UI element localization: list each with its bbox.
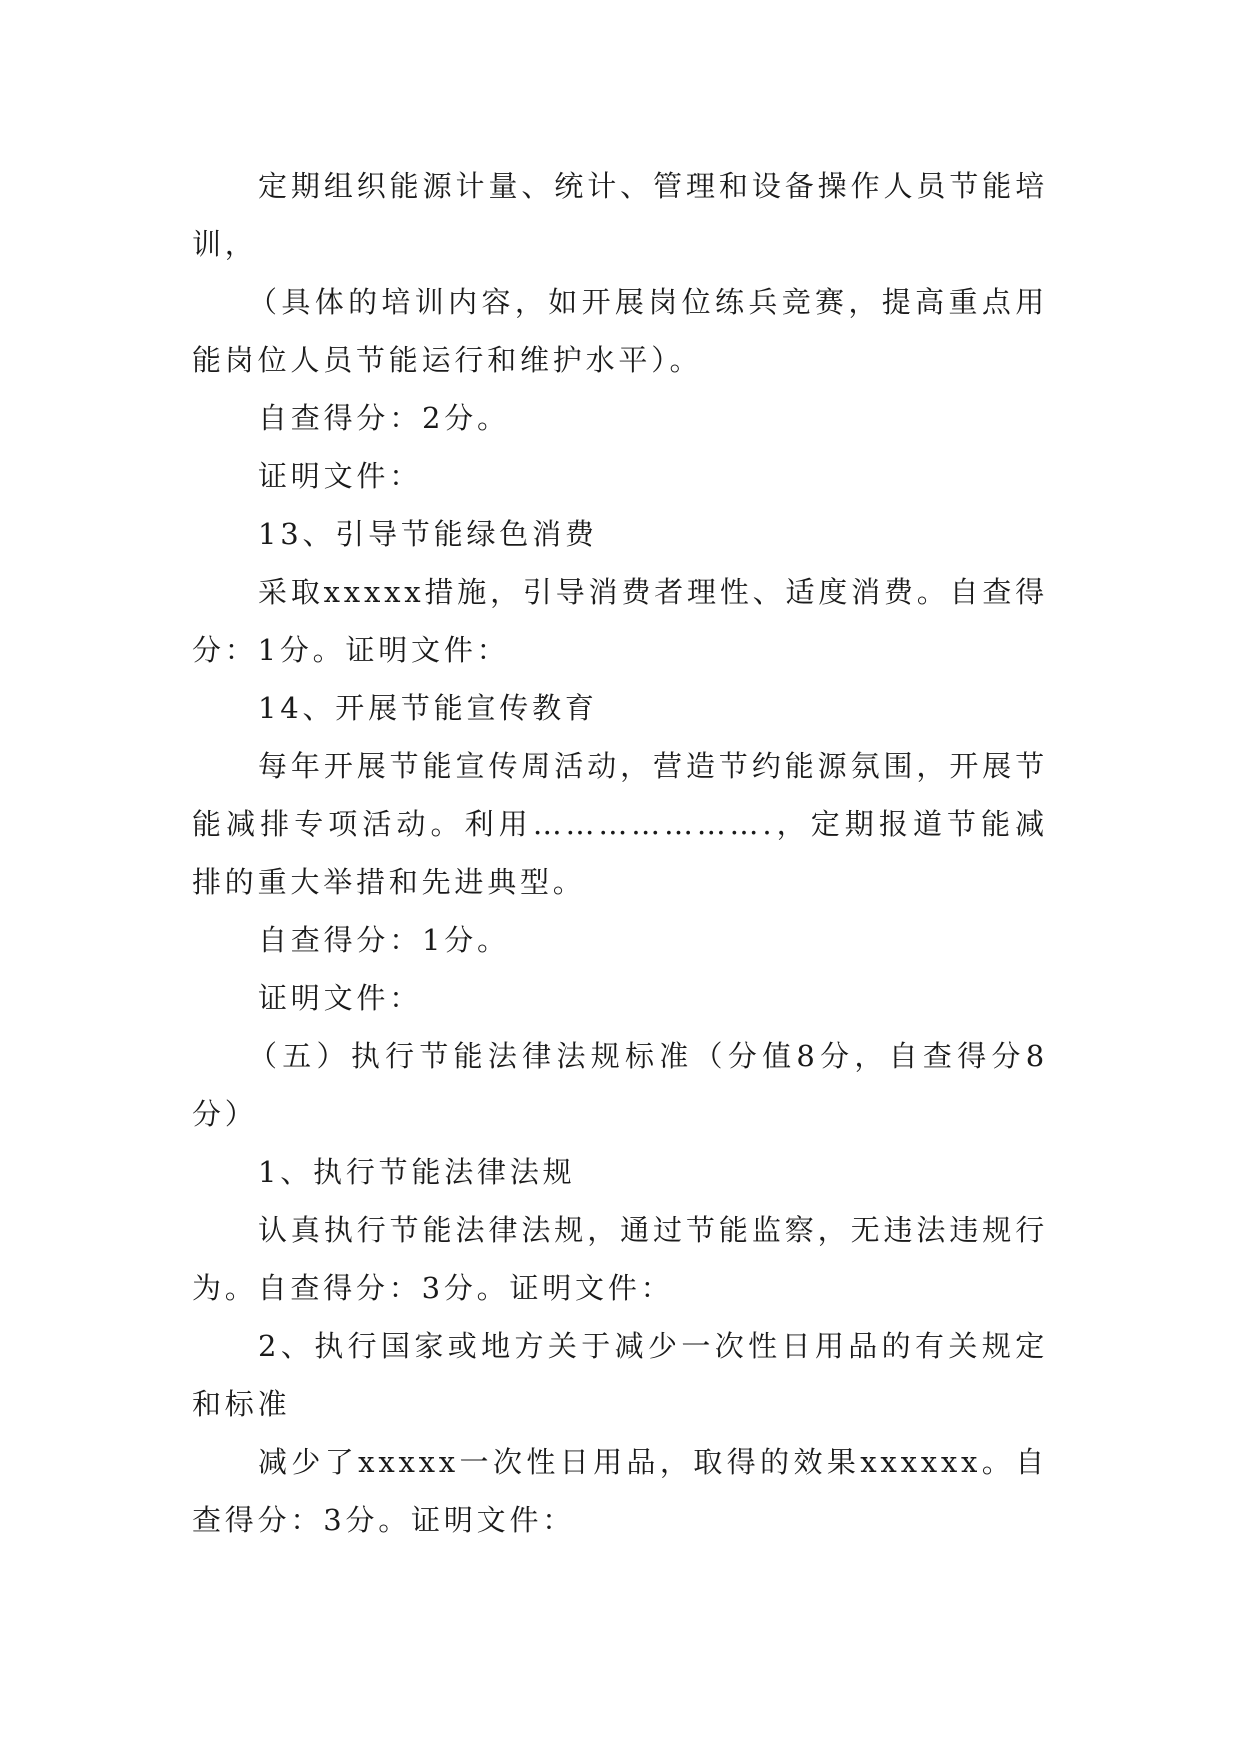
- subsection-heading-1: 1、执行节能法律法规: [258, 1155, 576, 1189]
- subsection-heading-2: 2、执行国家或地方关于减少一次性日用品的有关规定和标准: [192, 1329, 1048, 1421]
- paragraph-training: 定期组织能源计量、统计、管理和设备操作人员节能培训，: [192, 169, 1048, 261]
- paragraph-self-score: 自查得分：2分。: [258, 401, 510, 435]
- paragraph-self-score: 自查得分：1分。: [258, 923, 510, 957]
- document-body: [192, 157, 1048, 1549]
- paragraph-law-compliance: 认真执行节能法律法规，通过节能监察，无违法违规行为。自查得分：3分。证明文件：: [192, 1213, 1048, 1305]
- paragraph-publicity: 每年开展节能宣传周活动，营造节约能源氛围，开展节能减排专项活动。利用………………….，定期报道节能减排的重大举措和先进典型。: [192, 749, 1048, 899]
- paragraph-evidence: 证明文件：: [258, 459, 423, 493]
- section-heading-14: 14、开展节能宣传教育: [258, 691, 598, 725]
- section-heading-13: 13、引导节能绿色消费: [258, 517, 598, 551]
- paragraph-green-consumption: 采取xxxxx措施，引导消费者理性、适度消费。自查得分：1分。证明文件：: [192, 575, 1048, 667]
- paragraph-evidence: 证明文件：: [258, 981, 423, 1015]
- paragraph-training-detail: （具体的培训内容，如开展岗位练兵竞赛，提高重点用能岗位人员节能运行和维护水平）。: [192, 285, 1048, 377]
- paragraph-disposables: 减少了xxxxx一次性日用品，取得的效果xxxxxx。自查得分：3分。证明文件：: [192, 1445, 1048, 1537]
- section-heading-5: （五）执行节能法律法规标准（分值8分，自查得分8分）: [192, 1039, 1048, 1131]
